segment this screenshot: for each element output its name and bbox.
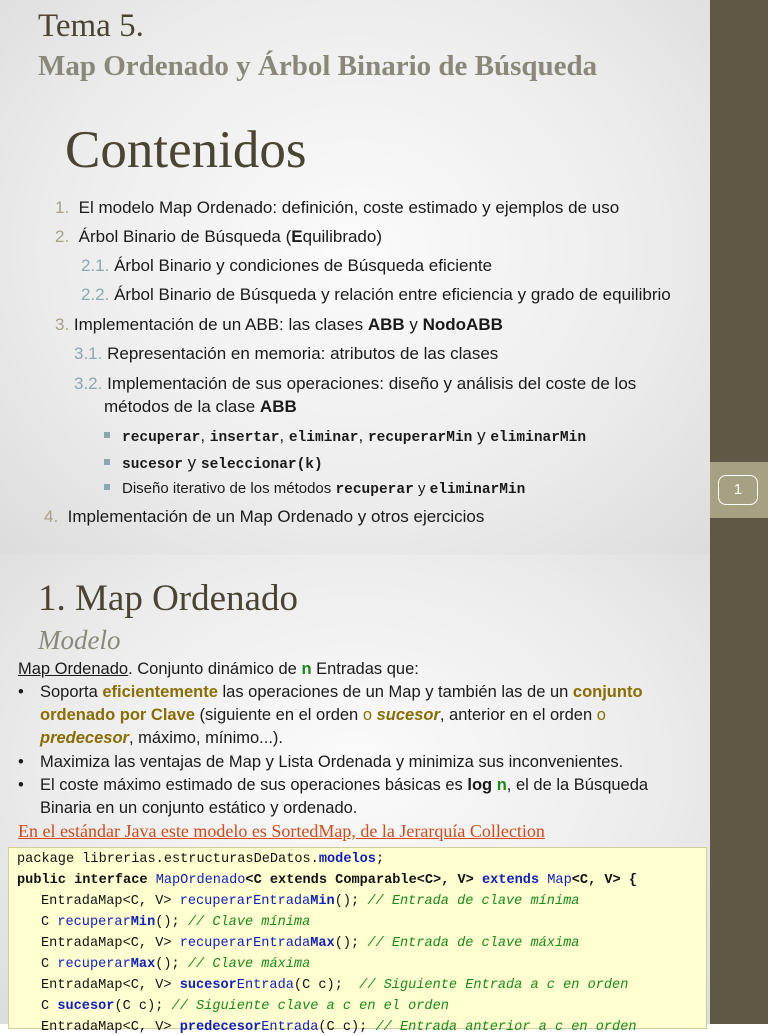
contents-subitem-sucesor: sucesor y seleccionar(k): [104, 453, 323, 473]
slide-sidebar: [710, 0, 768, 1024]
contents-subitem-iterative: Diseño iterativo de los métodos recuperar y eliminarMin: [104, 480, 525, 498]
contents-item-3-1: 3.1. Representación en memoria: atributos de las clases: [74, 344, 499, 363]
slide-title: 1. Map Ordenado: [38, 578, 298, 619]
contents-item-2-1: 2.1. Árbol Binario y condiciones de Búsqueda eficiente: [81, 256, 493, 275]
contents-item-3: 3. Implementación de un ABB: las clases ABB y NodoABB: [55, 315, 503, 334]
code-line: C recuperarMax(); // Clave máxima: [41, 957, 311, 972]
contents-item-2: 2. Árbol Binario de Búsqueda (Equilibrado): [55, 227, 383, 246]
slide-contents: [0, 0, 710, 555]
code-line: EntradaMap<C, V> predecesorEntrada(C c); // Entrada anterior a c en orden: [41, 1020, 637, 1035]
square-bullet-icon: [104, 432, 110, 438]
contents-item-3-2-cont: métodos de la clase ABB: [104, 397, 297, 416]
code-line: C sucesor(C c); // Siguiente clave a c en el orden: [41, 999, 449, 1014]
code-block: [8, 847, 707, 1035]
contents-heading: Contenidos: [65, 121, 307, 179]
topic-subtitle: Map Ordenado y Árbol Binario de Búsqueda: [38, 50, 598, 82]
topic-number: Tema 5.: [38, 8, 144, 44]
square-bullet-icon: [104, 484, 110, 490]
intro-term: Map Ordenado: [18, 660, 129, 678]
java-sortedmap-link[interactable]: En el estándar Java este modelo es SortedMap, de la Jerarquía Collection: [18, 821, 545, 841]
bullet-dot: •: [18, 683, 24, 701]
code-line: package librerias.estructurasDeDatos.modelos;: [17, 852, 385, 867]
code-line: EntradaMap<C, V> recuperarEntradaMin(); // Entrada de clave mínima: [41, 894, 580, 909]
contents-item-4: 4. Implementación de un Map Ordenado y otros ejercicios: [44, 507, 485, 526]
intro-paragraph: Map Ordenado. Conjunto dinámico de n Entradas que:: [18, 660, 419, 678]
page-number: 1: [718, 475, 758, 505]
code-line: public interface MapOrdenado<C extends Comparable<C>, V> extends Map<C, V> {: [17, 873, 638, 888]
contents-subitem-methods: recuperar, insertar, eliminar, recuperarMin y eliminarMin: [104, 426, 586, 446]
square-bullet-icon: [104, 459, 110, 465]
page-number-tab: [710, 462, 768, 518]
slide-subtitle: Modelo: [38, 625, 121, 655]
contents-item-1: 1. El modelo Map Ordenado: definición, coste estimado y ejemplos de uso: [55, 198, 620, 217]
code-line: C recuperarMin(); // Clave mínima: [41, 915, 311, 930]
contents-item-2-2: 2.2. Árbol Binario de Búsqueda y relación entre eficiencia y grado de equilibrio: [81, 285, 671, 304]
slide-map-ordenado: 1. Map Ordenado Modelo Map Ordenado. Conjunto dinámico de n Entradas que: • Soporta eficientemente las operaciones de un Map y también las de un conjunto ordenado por Clave (siguiente en el orden o sucesor, anterior en el orden o predecesor, máximo, mínimo...). • Maximiza las ventajas de Map y Lista Ordenada y minimiza sus inconvenientes. • El coste máximo estimado de sus operaciones básicas es log n, el de la Búsqueda Binaria en un conjunto estático y ordenado. En el estándar Java este modelo es SortedMap, de la Jerarquía Collection package librerias.estructurasDeDatos.modelos; public interface MapOrdenado<C extends Comparable<C>, V> extends Map<C, V> { EntradaMap<C, V> recuperarEntradaMin(); // Entrada de clave mínima C recuperarMin(); // Clave mínima EntradaMap<C, V> recuperarEntradaMax(); // Entrada de clave máxima C recuperarMax(); // Clave máxima EntradaMap<C, V> sucesorEntrada(C c); // Siguiente Entrada a c en orden C sucesor(C c); // Siguiente clave a c en el orden EntradaMap<C, V> predecesorEntrada(C c); // Entrada anterior a c en orden: [0, 555, 710, 1024]
contents-item-3-2: 3.2. Implementación de sus operaciones: diseño y análisis del coste de los: [74, 374, 637, 393]
code-line: EntradaMap<C, V> sucesorEntrada(C c); // Siguiente Entrada a c en orden: [41, 978, 629, 993]
code-line: EntradaMap<C, V> recuperarEntradaMax(); // Entrada de clave máxima: [41, 936, 580, 951]
